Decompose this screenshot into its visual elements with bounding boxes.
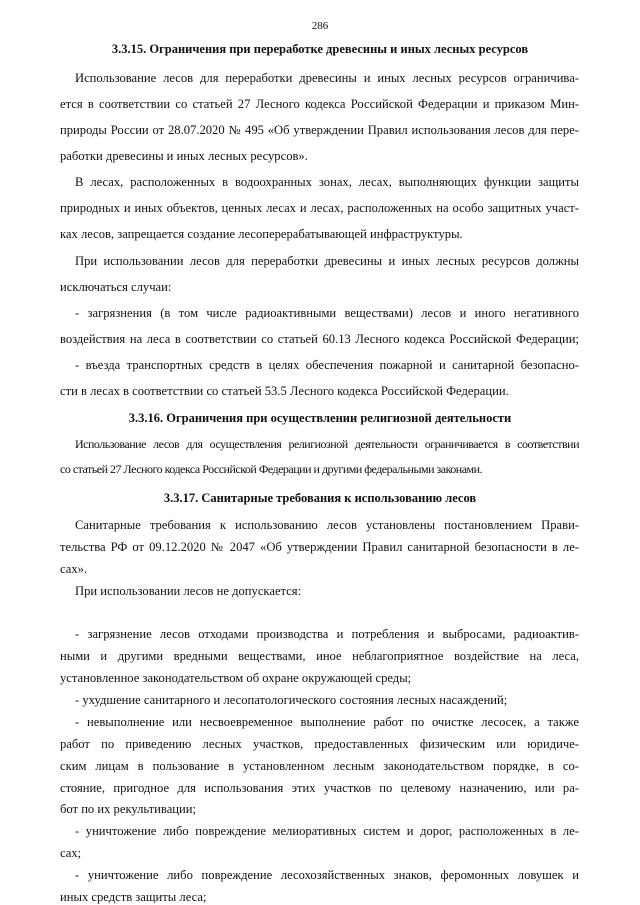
paragraph-line: природных и иных объектов, ценных лесах и лесах, расположенных на особо защитных участ-	[60, 201, 579, 215]
paragraph-line: При использовании лесов не допускается:	[75, 584, 302, 598]
list-item-line: бот по их рекультивации;	[60, 802, 197, 816]
list-item-line: - уничтожение либо повреждение лесохозяйственных знаков, феромонных ловушек и	[75, 868, 579, 882]
list-item-line: сти в лесах в соответствии со статьей 53.5 Лесного кодекса Российской Федерации.	[60, 384, 509, 398]
paragraph-line: со статьей 27 Лесного кодекса Российской Федерации и другими федеральными законами.	[60, 462, 483, 476]
section-heading: 3.3.15. Ограничения при переработке древесины и иных лесных ресурсов	[111, 42, 529, 56]
list-item-line: - невыполнение или несвоевременное выполнение работ по очистке лесосек, а также	[75, 715, 579, 729]
paragraph-line: Использование лесов для осуществления религиозной деятельности ограничивается в соответствии	[75, 437, 579, 451]
section-heading: 3.3.17. Санитарные требования к использованию лесов	[163, 491, 477, 505]
list-item-line: - загрязнения (в том числе радиоактивными веществами) лесов и иного негативного	[75, 306, 579, 320]
list-item-line: сах;	[60, 846, 82, 860]
list-item-line: - загрязнение лесов отходами производства и потребления и выбросами, радиоактив-	[75, 627, 579, 641]
list-item-line: иных средств защиты леса;	[60, 890, 207, 904]
paragraph-line: При использовании лесов для переработки древесины и иных лесных ресурсов должны	[75, 254, 579, 268]
list-item-line: ными и другими вредными веществами, иное неблагоприятное воздействие на леса,	[60, 649, 579, 663]
list-item-line: - въезда транспортных средств в целях обеспечения пожарной и санитарной безопасно-	[75, 358, 579, 372]
list-item-line: - ухудшение санитарного и лесопатологического состояния лесных насаждений;	[75, 693, 508, 707]
list-item-line: ским лицам в пользование в установленном лесным законодательством порядке, в со-	[60, 759, 579, 773]
list-item-line: установленное законодательством об охране окружающей среды;	[60, 671, 412, 685]
list-item-line: воздействия на леса в соответствии со статьей 60.13 Лесного кодекса Российской Федерации;	[60, 332, 579, 346]
paragraph-line: природы России от 28.07.2020 № 495 «Об утверждении Правил использования лесов для пере-	[60, 123, 579, 137]
list-item-line: работ по приведению лесных участков, предоставленных физическим или юридиче-	[60, 737, 579, 751]
paragraph-line: В лесах, расположенных в водоохранных зонах, лесах, выполняющих функции защиты	[75, 175, 579, 189]
list-item-line: стояние, пригодное для использования этих участков по целевому назначению, или ра-	[60, 781, 579, 795]
page-number: 286	[311, 20, 329, 32]
paragraph-line: Санитарные требования к использованию лесов установлены постановлением Прави-	[75, 518, 579, 532]
list-item-line: - уничтожение либо повреждение мелиоративных систем и дорог, расположенных в ле-	[75, 824, 579, 838]
paragraph-line: Использование лесов для переработки древесины и иных лесных ресурсов ограничива-	[75, 71, 579, 85]
paragraph-line: ках лесов, запрещается создание лесоперерабатывающей инфраструктуры.	[60, 227, 463, 241]
paragraph-line: исключаться случаи:	[60, 280, 172, 294]
section-heading: 3.3.16. Ограничения при осуществлении религиозной деятельности	[128, 411, 512, 425]
paragraph-line: сах».	[60, 562, 88, 576]
paragraph-line: ется в соответствии со статьей 27 Лесного кодекса Российской Федерации и приказом Мин-	[60, 97, 579, 111]
paragraph-line: работки древесины и иных лесных ресурсов».	[60, 149, 308, 163]
paragraph-line: тельства РФ от 09.12.2020 № 2047 «Об утверждении Правил санитарной безопасности в ле-	[60, 540, 579, 554]
